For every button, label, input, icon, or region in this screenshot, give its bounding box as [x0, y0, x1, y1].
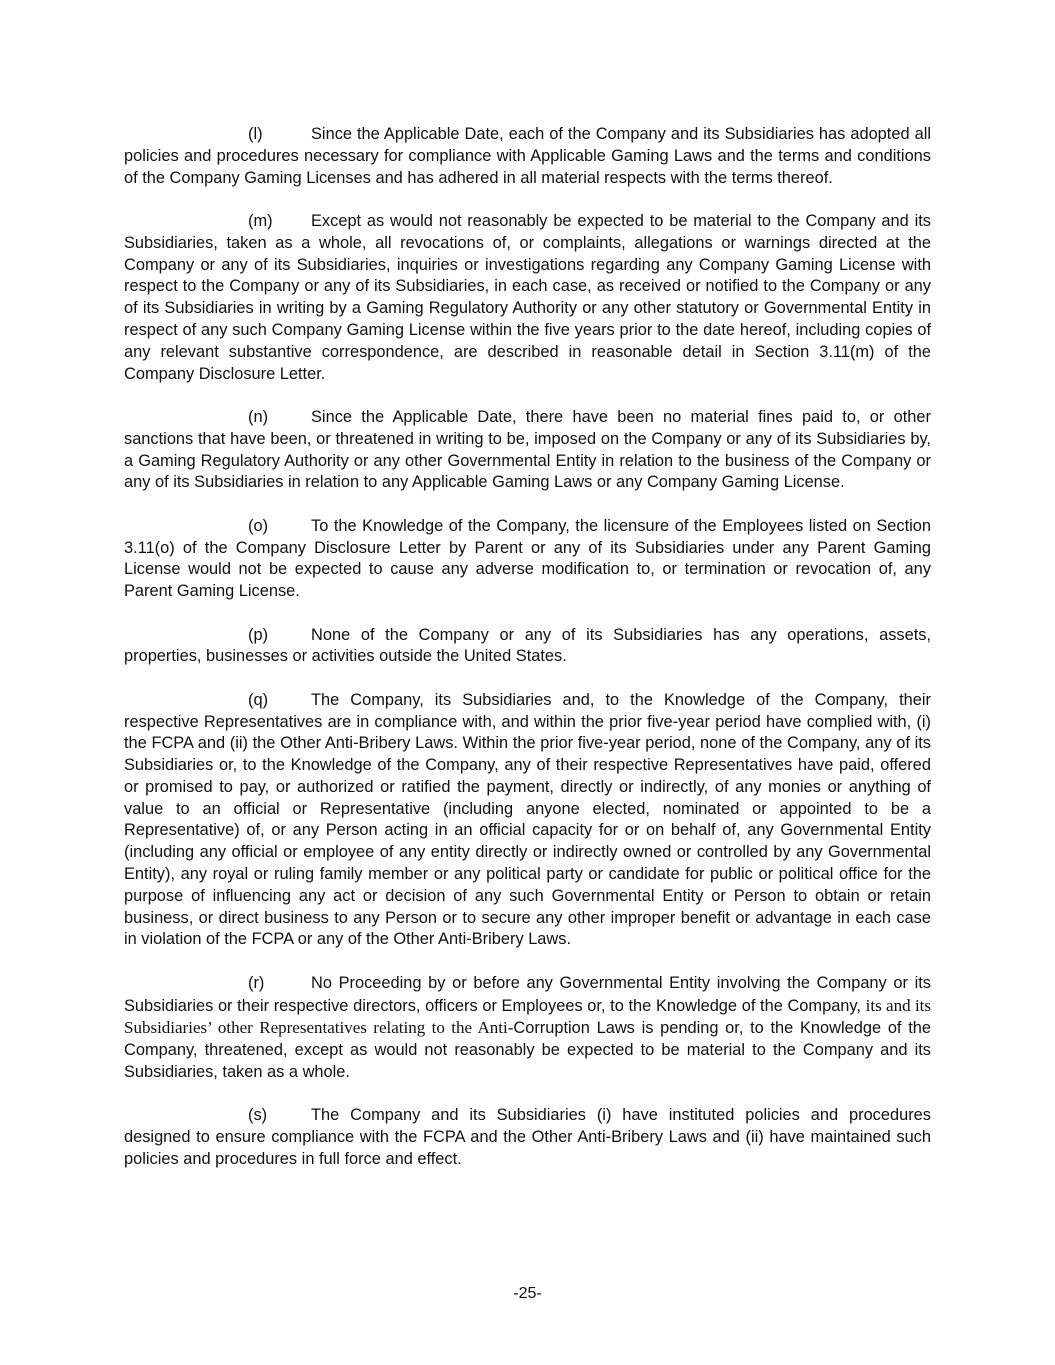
document-body: [124, 124, 931, 1192]
section-paragraph-q: [124, 690, 931, 952]
paragraph-text: To the Knowledge of the Company, the licensure of the Employees listed on Section 3.11(o) of the Company Disclosure Letter by Parent or any of its Subsidiaries under any Parent Gaming License would not be expected to cause any adverse modification to, or termination or revocation of, any Parent Gaming License.: [124, 516, 931, 601]
paragraph-text: None of the Company or any of its Subsidiaries has any operations, assets, properties, businesses or activities outside the United States.: [124, 625, 931, 666]
paragraph-label: (p): [248, 625, 269, 644]
section-paragraph-l: [124, 124, 931, 189]
section-paragraph-n: [124, 407, 931, 494]
paragraph-text: Except as would not reasonably be expected to be material to the Company and its Subsidiaries, taken as a whole, all revocations of, or complaints, allegations or warnings directed at the Company or any of its Subsidiaries, inquiries or investigations regarding any Company Gaming License with respect to the Company or any of its Subsidiaries, in each case, as received or notified to the Company or any of its Subsidiaries in writing by a Gaming Regulatory Authority or any other statutory or Governmental Entity in respect of any such Company Gaming License within the five years prior to the date hereof, including copies of any relevant substantive correspondence, are described in reasonable detail in Section 3.11(m) of the Company Disclosure Letter.: [124, 211, 931, 383]
paragraph-text-part-2: Corruption Laws is pending or, to the Knowledge of the Company, threatened, except as would not reasonably be expected to be material to the Company and its Subsidiaries, taken as a whole.: [124, 1019, 931, 1082]
paragraph-label: (l): [248, 125, 263, 143]
paragraph-text: The Company, its Subsidiaries and, to the Knowledge of the Company, their respective Representatives are in compliance with, and within the prior five-year period have complied with, (i) the FCPA and (ii) the Other Anti-Bribery Laws. Within the prior five-year period, none of the Company, any of its Subsidiaries or, to the Knowledge of the Company, any of their respective Representatives have paid, offered or promised to pay, or authorized or ratified the payment, directly or indirectly, of any monies or anything of value to an official or Representative (including anyone elected, nominated or appointed to be a Representative) of, or any Person acting in an official capacity for or on behalf of, any Governmental Entity (including any official or employee of any entity directly or indirectly owned or controlled by any Governmental Entity), any royal or ruling family member or any political party or candidate for public or political office for the purpose of influencing any act or decision of any such Governmental Entity or Person to obtain or retain business, or direct business to any Person or to secure any other improper benefit or advantage in each case in violation of the FCPA or any of the Other Anti-Bribery Laws.: [124, 690, 931, 949]
paragraph-label: (r): [248, 973, 265, 992]
paragraph-text: Since the Applicable Date, each of the Company and its Subsidiaries has adopted all policies and procedures necessary for compliance with Applicable Gaming Laws and the terms and conditions of the Company Gaming Licenses and has adhered in all material respects with the terms thereof.: [124, 125, 931, 187]
section-paragraph-p: [124, 625, 931, 669]
paragraph-label: (m): [248, 211, 273, 230]
paragraph-label: (q): [248, 690, 269, 709]
section-paragraph-m: [124, 211, 931, 385]
paragraph-label: (o): [248, 516, 269, 535]
section-paragraph-s: [124, 1105, 931, 1170]
paragraph-text-part-1: No Proceeding by or before any Governmental Entity involving the Company or its Subsidiaries or their respective directors, officers or Employees or, to the Knowledge of the Company,: [124, 973, 931, 1015]
section-paragraph-o: [124, 516, 931, 603]
paragraph-label: (s): [248, 1106, 268, 1125]
paragraph-text: Since the Applicable Date, there have been no material fines paid to, or other sanctions that have been, or threatened in writing to be, imposed on the Company or any of its Subsidiaries by, a Gaming Regulatory Authority or any other Governmental Entity in relation to the business of the Company or any of its Subsidiaries in relation to any Applicable Gaming Laws or any Company Gaming License.: [124, 407, 931, 492]
page-number: -25-: [513, 1285, 542, 1302]
paragraph-label: (n): [248, 407, 269, 426]
paragraph-text: The Company and its Subsidiaries (i) have instituted policies and procedures designed to ensure compliance with the FCPA and the Other Anti-Bribery Laws and (ii) have maintained such policies and procedures in full force and effect.: [124, 1106, 931, 1169]
paragraph-text-serif-run: its and its Subsidiaries’ other Representatives relating to the Anti-: [124, 995, 932, 1038]
section-paragraph-r: [124, 973, 931, 1084]
